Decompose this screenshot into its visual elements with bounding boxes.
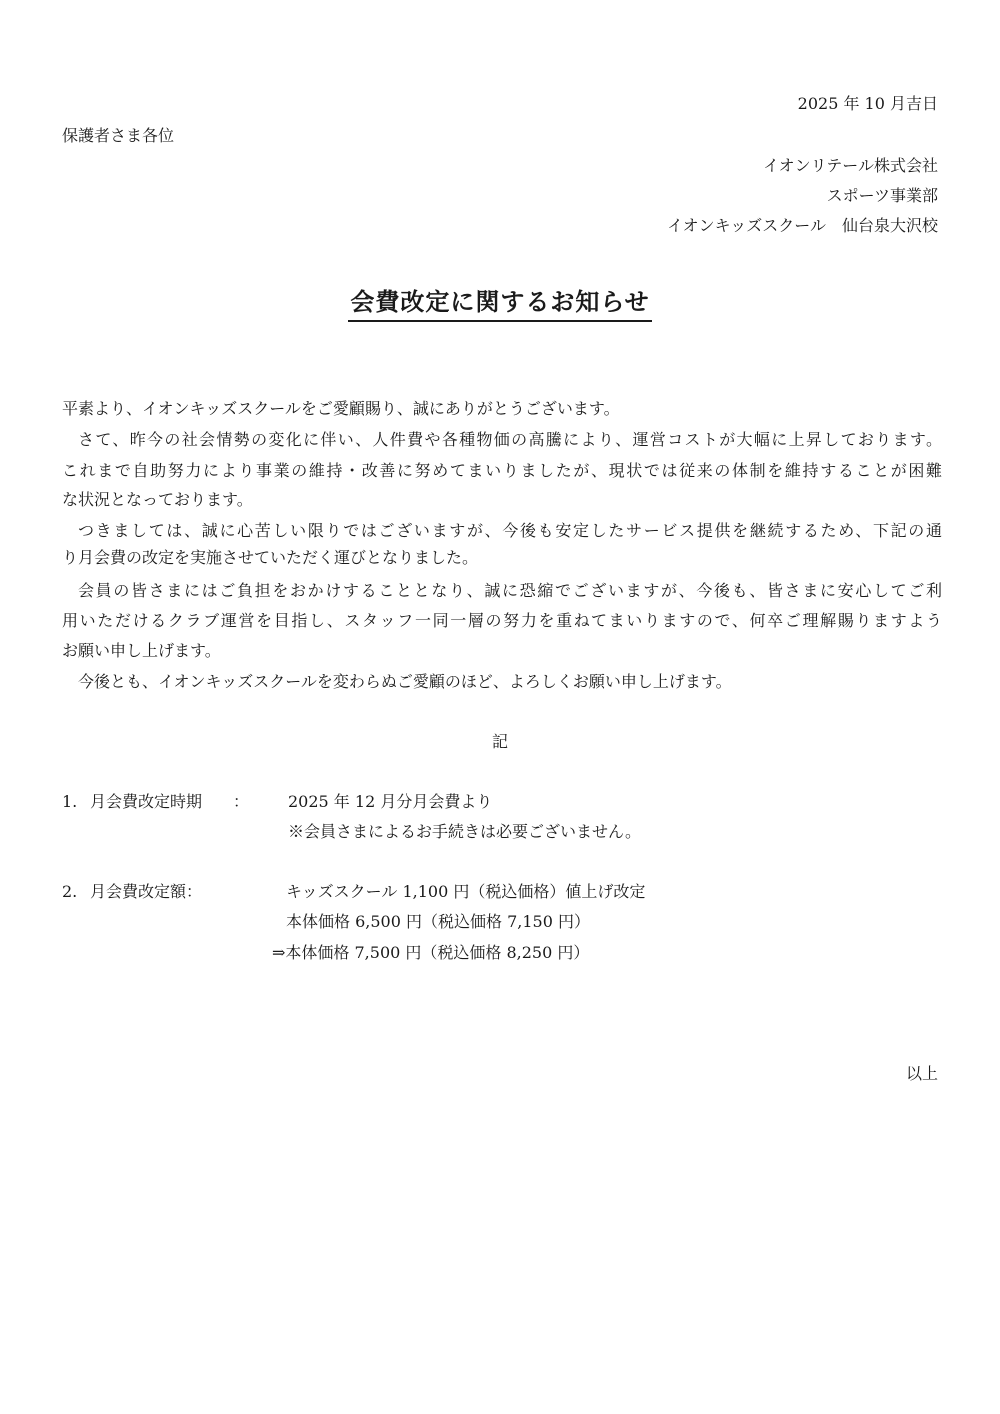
- sender-department: スポーツ事業部: [826, 186, 938, 205]
- body-line: 今後とも、イオンキッズスクールを変わらぬご愛顧のほど、よろしくお願い申し上げます。: [78, 672, 732, 691]
- closing-mark: 以上: [905, 1064, 938, 1083]
- document-date: 2025 年 10 月吉日: [797, 94, 938, 113]
- notice-title-wrap: [0, 286, 1000, 322]
- body-line: さて、昨今の社会情勢の変化に伴い、人件費や各種物価の高騰により、運営コストが大幅に上昇しております。: [78, 430, 942, 449]
- body-line: 会員の皆さまにはご負担をおかけすることとなり、誠に恐縮でございますが、今後も、皆さまに安心してご利: [78, 581, 942, 600]
- item2-price-before: 本体価格 6,500 円（税込価格 7,150 円）: [286, 912, 590, 931]
- body-line: な状況となっております。: [62, 490, 253, 509]
- body-line: つきましては、誠に心苦しい限りではございますが、今後も安定したサービス提供を継続するため、下記の通: [78, 521, 942, 540]
- item2-value: キッズスクール 1,100 円（税込価格）値上げ改定: [286, 882, 646, 901]
- item1-note: ※会員さまによるお手続きは必要ございません。: [288, 822, 641, 841]
- sender-school: イオンキッズスクール 仙台泉大沢校: [667, 216, 938, 235]
- sender-company: イオンリテール株式会社: [763, 156, 938, 175]
- item2-price-after: ⇒本体価格 7,500 円（税込価格 8,250 円）: [272, 943, 590, 962]
- notice-title: 会費改定に関するお知らせ: [348, 286, 651, 322]
- body-line: り月会費の改定を実施させていただく運びとなりました。: [62, 548, 479, 567]
- item1-number: 1.: [62, 792, 78, 811]
- addressee: 保護者さま各位: [62, 126, 175, 145]
- ki-heading: 記: [491, 732, 508, 751]
- item1-colon: ：: [233, 792, 250, 811]
- item2-label: 月会費改定額：: [90, 882, 203, 901]
- body-line: 用いただけるクラブ運営を目指し、スタッフ一同一層の努力を重ねてまいりますので、何卒ご理解賜りますよう: [62, 611, 942, 630]
- body-line: これまで自助努力により事業の維持・改善に努めてまいりましたが、現状では従来の体制を維持することが困難: [62, 461, 942, 480]
- body-line: お願い申し上げます。: [62, 641, 221, 660]
- item2-number: 2.: [62, 882, 78, 901]
- item1-label: 月会費改定時期: [90, 792, 203, 811]
- body-line: 平素より、イオンキッズスクールをご愛顧賜り、誠にありがとうございます。: [62, 399, 620, 418]
- item1-value: 2025 年 12 月分月会費より: [288, 792, 493, 811]
